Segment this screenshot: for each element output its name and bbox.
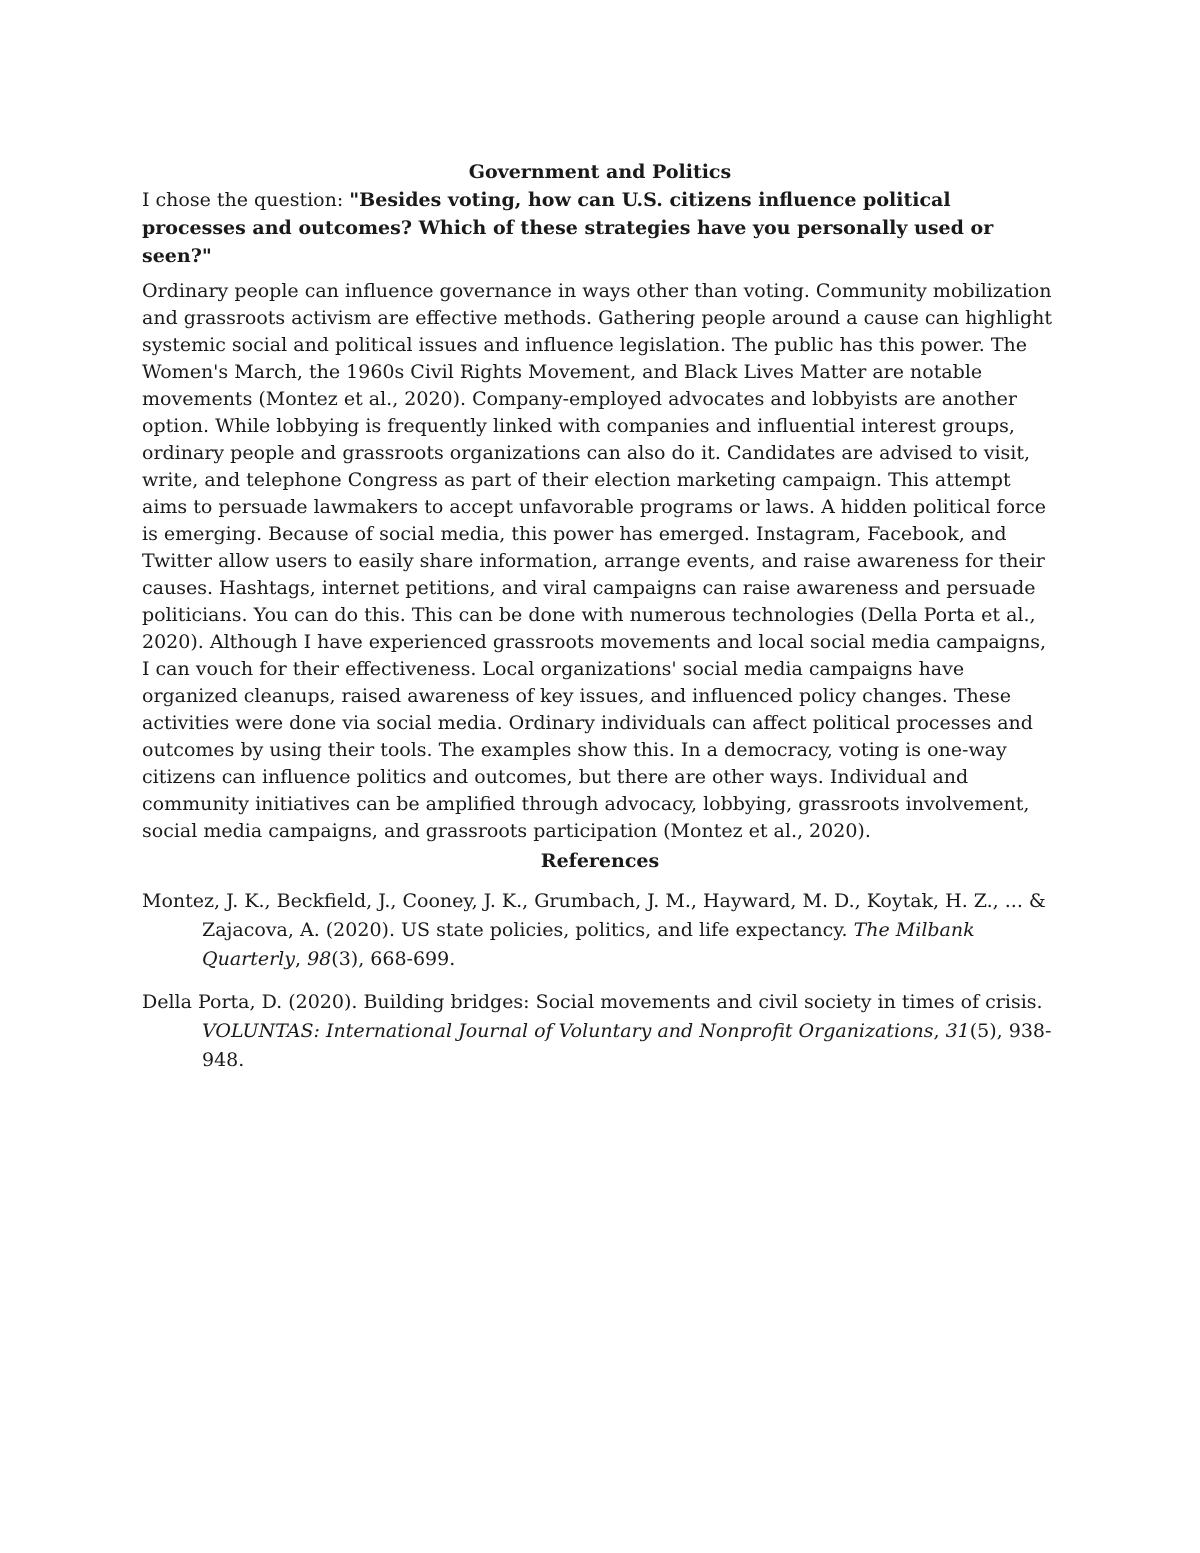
reference-text: Montez, J. K., Beckfield, J., Cooney, J. K., Grumbach, J. M., Hayward, M. D., Koytak, H. Z., ... & Zajacova, A. (2020). US state policies, politics, and life expectancy. [142,890,1046,941]
reference-volume: 98 [307,948,332,970]
reference-sep: , [295,948,308,970]
reference-text: Della Porta, D. (2020). Building bridges: Social movements and civil society in times of crisis. [142,991,1043,1013]
body-paragraph: Ordinary people can influence governance in ways other than voting. Community mobilization and grassroots activism are effective methods. Gathering people around a cause can highlight systemic social and political issues and influence legislation. The public has this power. The Women's March, the 1960s Civil Rights Movement, and Black Lives Matter are notable movements (Montez et al., 2020). Company-employed advocates and lobbyists are another option. While lobbying is frequently linked with companies and influential interest groups, ordinary people and grassroots organizations can also do it. Candidates are advised to visit, write, and telephone Congress as part of their election marketing campaign. This attempt aims to persuade lawmakers to accept unfavorable programs or laws. A hidden political force is emerging. Because of social media, this power has emerged. Instagram, Facebook, and Twitter allow users to easily share information, arrange events, and raise awareness for their causes. Hashtags, internet petitions, and viral campaigns can raise awareness and persuade politicians. You can do this. This can be done with numerous technologies (Della Porta et al., 2020). Although I have experienced grassroots movements and local social media campaigns, I can vouch for their effectiveness. Local organizations' social media campaigns have organized cleanups, raised awareness of key issues, and influenced policy changes. These activities were done via social media. Ordinary individuals can affect political processes and outcomes by using their tools. The examples show this. In a democracy, voting is one-way citizens can influence politics and outcomes, but there are other ways. Individual and community initiatives can be amplified through advocacy, lobbying, grassroots involvement, social media campaigns, and grassroots participation (Montez et al., 2020). [142,280,1053,842]
question-paragraph [142,186,1058,270]
question-intro: I chose the question: [142,189,350,211]
reference-journal: VOLUNTAS: International Journal of Voluntary and Nonprofit Organizations [202,1020,934,1042]
reference-issue-pages: (5), 938-948. [202,1020,1052,1071]
reference-journal: The Milbank Quarterly [202,919,975,970]
reference-item [142,988,1058,1075]
document-page [142,158,1058,1089]
references-heading: References [540,850,660,872]
reference-volume: 31 [945,1020,970,1042]
question-text: "Besides voting, how can U.S. citizens influence political processes and outcomes? Which of these strategies have you personally used or seen?" [142,189,994,267]
reference-item [142,887,1058,974]
reference-sep: , [933,1020,946,1042]
document-title: Government and Politics [468,161,732,183]
reference-issue-pages: (3), 668-699. [331,948,456,970]
